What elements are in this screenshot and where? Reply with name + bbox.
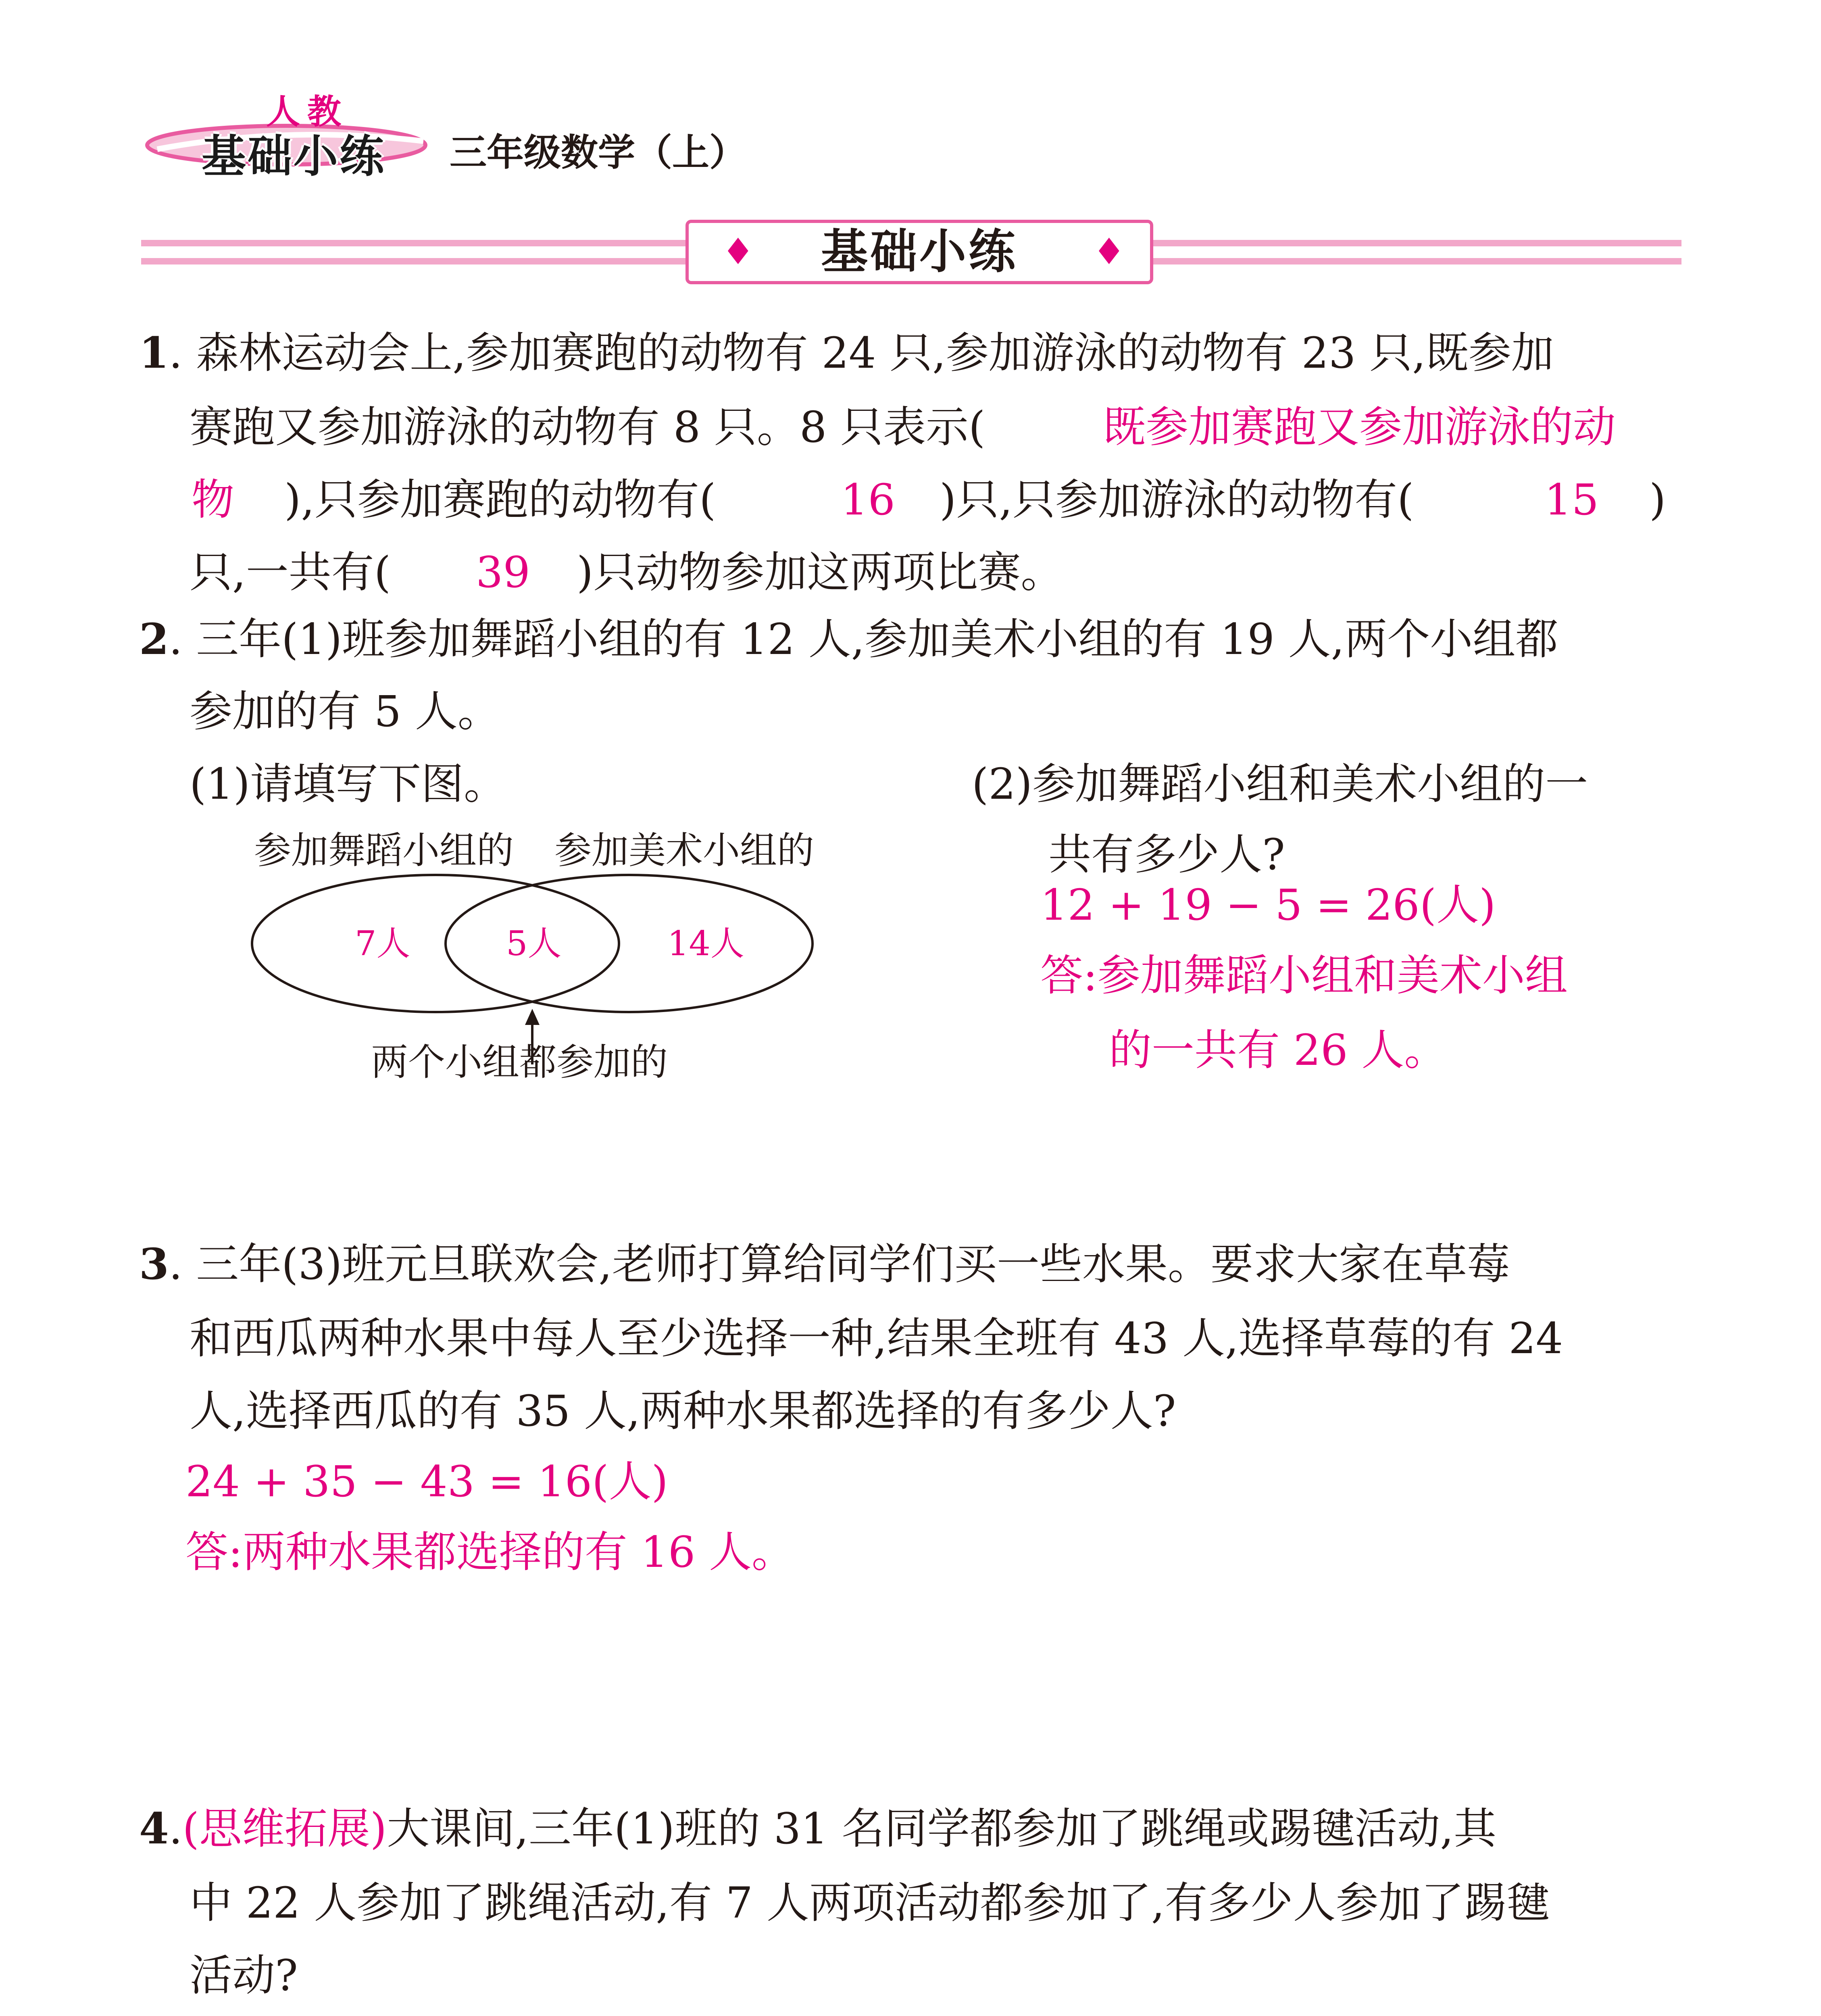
problem-1-answer-4: 39 <box>476 548 530 597</box>
problem-2-sub-2-line-1: (2)参加舞蹈小组和美术小组的一 <box>972 759 1588 809</box>
problem-3-line-1: 3. 三年(3)班元旦联欢会,老师打算给同学们买一些水果。要求大家在草莓 <box>139 1239 1510 1289</box>
problem-1-answer-1-tail: 物 <box>192 475 234 525</box>
problem-4-line-3: 活动? <box>190 1951 298 2000</box>
venn-diagram <box>242 859 827 1068</box>
problem-2-answer-line-1: 答:参加舞蹈小组和美术小组 <box>1040 951 1568 1000</box>
venn-right-only-value: 14人 <box>667 924 744 963</box>
venn-right-circle <box>446 875 813 1012</box>
problem-2-line-2: 参加的有 5 人。 <box>190 687 500 736</box>
venn-bottom-label: 两个小组都参加的 <box>371 1041 668 1084</box>
problem-1-answer-2: 16 <box>841 475 895 525</box>
venn-pointer-arrow-icon <box>525 1009 540 1025</box>
problem-2-answer-line-2: 的一共有 26 人。 <box>1109 1025 1447 1075</box>
venn-left-label: 参加舞蹈小组的 <box>254 829 514 872</box>
series-publisher: 人教 <box>266 92 349 131</box>
problem-1-line-3a: ),只参加赛跑的动物有( <box>284 475 716 525</box>
venn-left-circle <box>252 875 619 1012</box>
problem-2-line-1: 2. 三年(1)班参加舞蹈小组的有 12 人,参加美术小组的有 19 人,两个小组都 <box>139 614 1558 664</box>
banner-diamond-left-icon: ♦ <box>722 231 754 273</box>
problem-1-line-3c: ) <box>1649 475 1666 525</box>
problem-2-number: 2 <box>139 614 169 664</box>
problem-1-answer-1: 既参加赛跑又参加游泳的动 <box>1103 402 1616 452</box>
problem-1-number: 1 <box>139 327 169 378</box>
problem-4-line-1: 4.(思维拓展)大课间,三年(1)班的 31 名同学都参加了跳绳或踢毽活动,其 <box>139 1803 1496 1854</box>
venn-right-label: 参加美术小组的 <box>554 829 815 872</box>
problem-4-tag: (思维拓展) <box>182 1804 387 1854</box>
venn-left-only-value: 7人 <box>355 924 410 963</box>
problem-1-line-1: 1. 森林运动会上,参加赛跑的动物有 24 只,参加游泳的动物有 23 只,既参加 <box>139 327 1554 378</box>
problem-3-number: 3 <box>139 1239 169 1289</box>
problem-1-answer-3: 15 <box>1544 475 1599 525</box>
problem-2-answer-equation: 12 + 19 − 5 = 26(人) <box>1040 880 1496 930</box>
problem-1-line-3b: )只,只参加游泳的动物有( <box>940 475 1414 525</box>
problem-3-line-3: 人,选择西瓜的有 35 人,两种水果都选择的有多少人? <box>190 1386 1176 1436</box>
problem-1-line-4a: 只,一共有( <box>190 548 391 597</box>
series-name: 基础小练 <box>202 130 385 182</box>
problem-1-line-4b: )只动物参加这两项比赛。 <box>577 548 1064 597</box>
banner-diamond-right-icon: ♦ <box>1093 231 1125 273</box>
problem-2-sub-2-line-2: 共有多少人? <box>1048 830 1285 879</box>
problem-1-line-2: 赛跑又参加游泳的动物有 8 只。8 只表示( <box>190 402 986 452</box>
problem-4-number: 4 <box>139 1803 169 1854</box>
book-title: 三年级数学（上） <box>450 131 747 174</box>
venn-both-value: 5人 <box>506 924 562 963</box>
problem-4-line-2: 中 22 人参加了跳绳活动,有 7 人两项活动都参加了,有多少人参加了踢毽 <box>190 1878 1550 1928</box>
problem-3-answer-text: 答:两种水果都选择的有 16 人。 <box>185 1527 794 1577</box>
problem-3-line-2: 和西瓜两种水果中每人至少选择一种,结果全班有 43 人,选择草莓的有 24 <box>190 1314 1563 1363</box>
problem-2-sub-1: (1)请填写下图。 <box>190 759 507 809</box>
problem-3-answer-equation: 24 + 35 − 43 = 16(人) <box>185 1457 668 1506</box>
section-title: 基础小练 <box>821 225 1018 279</box>
